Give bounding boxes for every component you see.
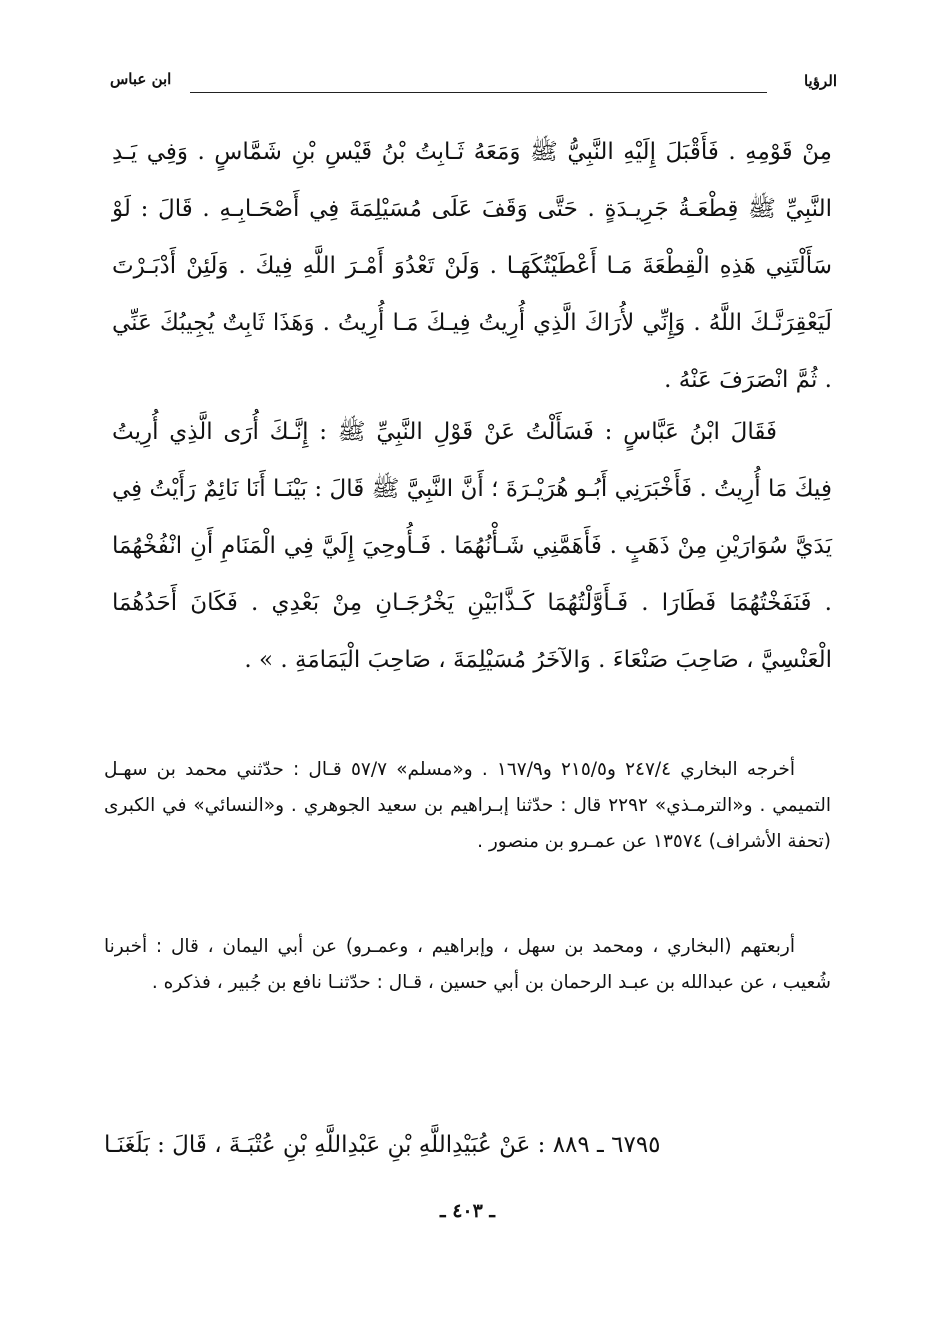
- header-rule: [190, 92, 767, 93]
- footnote-takhrij: أخرجه البخاري ٢٤٧/٤ و٢١٥/٥ و١٦٧/٩ . و«مسلم» ٥٧/٧ قـال : حدّثني محمد بن سهـل التميمي . و«الترمـذي» ٢٢٩٢ قال : حدّثنا إبـراهيم بن سعيد الجوهري . و«النسائي» في الكبرى (تحفة الأشراف) ١٣٥٧٤ عن عمـرو بن منصور .: [104, 759, 831, 852]
- next-hadith-opening: ٦٧٩٥ ـ ٨٨٩ : عَنْ عُبَيْدِاللَّهِ بْنِ عَبْدِاللَّهِ بْنِ عُتْبَـةَ ، قَالَ : بَلَغَنَـا: [104, 1132, 661, 1158]
- header-narrator: ابن عباس: [110, 70, 172, 88]
- header-chapter-title: الرؤيا: [803, 72, 837, 90]
- hadith-text-part-2: فَقَالَ ابْنُ عَبَّاسٍ : فَسَأَلْتُ عَنْ قَوْلِ النَّبِيِّ ﷺ : إِنَّـكَ أُرَى الَّذِي أُرِيتُ فِيكَ مَا أُرِيتُ . فَأَخْبَرَنِي أَبُـو هُرَيْـرَةَ ؛ أَنَّ النَّبِيَّ ﷺ قَالَ : بَيْنَـا أَنَا نَائِمٌ رَأَيْتُ فِي يَدَيَّ سُوَارَيْنِ مِنْ ذَهَبٍ . فَأَهَمَّنِي شَـأْنُهُمَا . فَـأُوحِيَ إِلَيَّ فِي الْمَنَامِ أَنِ انْفُخْهُمَا . فَنَفَخْتُهُمَا فَطَارَا . فَـأَوَّلْتُهُمَا كَـذَّابَيْنِ يَخْرُجَـانِ مِنْ بَعْدِي . فَكَانَ أَحَدُهُمَا الْعَنْسِيَّ ، صَاحِبَ صَنْعَاءَ . وَالآخَرُ مُسَيْلِمَةَ ، صَاحِبَ الْيَمَامَةِ . » .: [112, 419, 832, 673]
- page-number: ـ ٤٠٣ ـ: [440, 1200, 495, 1222]
- footnote-isnad: أربعتهم (البخاري ، ومحمد بن سهل ، وإبراهيم ، وعمـرو) عن أبي اليمان ، قال : أخبرنا شُعيب ، عن عبدالله بن عبـد الرحمان بن أبي حسين ، قـال : حدّثنـا نافع بن جُبير ، فذكره .: [104, 936, 831, 993]
- running-header: [110, 70, 837, 100]
- hadith-text-part-1: مِنْ قَوْمِهِ . فَأَقْبَلَ إِلَيْهِ النَّبِيُّ ﷺ وَمَعَهُ ثَـابِتُ بْنُ قَيْسِ بْنِ شَمَّاسٍ . وَفِي يَـدِ النَّبِيِّ ﷺ قِطْعَـةُ جَرِيـدَةٍ . حَتَّى وَقَفَ عَلَى مُسَيْلِمَةَ فِي أَصْحَـابِـهِ . قَالَ : لَوْ سَأَلْتَنِي هَذِهِ الْقِطْعَةَ مَـا أَعْطَيْتُكَهَـا . وَلَنْ تَعْدُوَ أَمْـرَ اللَّهِ فِيكَ . وَلَئِنْ أَدْبَـرْتَ لَيَعْقِرَنَّـكَ اللَّهُ . وَإِنِّي لأُرَاكَ الَّذِي أُرِيتُ فِيـكَ مَـا أُرِيتُ . وَهَذَا ثَابِتٌ يُجِيبُكَ عَنِّي . ثُمَّ انْصَرَفَ عَنْهُ .: [112, 139, 832, 393]
